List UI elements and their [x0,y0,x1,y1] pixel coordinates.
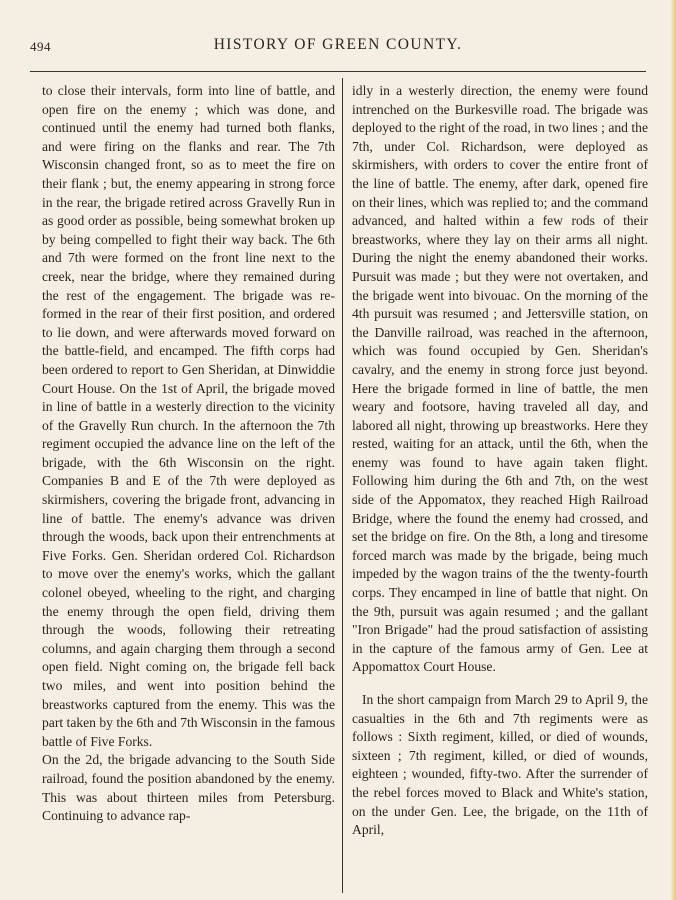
left-paragraph-2: On the 2d, the brigade advancing to the South Side railroad, found the position abandoned by the enemy. This was about thirteen miles from Petersburg. Continuing to advance rap- [42,752,335,824]
running-head: HISTORY OF GREEN COUNTY. [213,36,463,53]
right-paragraph-2: In the short campaign from March 29 to April 9, the casualties in the 6th and 7th regiments were as follows : Sixth regiment, killed, or died of wounds, sixteen ; 7th regiment, killed, or died of wounds, eighteen ; wounded, fifty-two. After the surrender of the rebel forces moved to Black and White's station, on the under Gen. Lee, the brigade, on the 11th of April, [352,692,648,838]
left-paragraph-1: to close their intervals, form into line of battle, and open fire on the enemy ; which was done, and continued until the enemy had turned both flanks, and were firing on the flanks and rear. The 7th Wisconsin changed front, so as to meet the fire on their flank ; but, the enemy appearing in strong force in the rear, the brigade retired across Gravelly Run in as good order as possible, being somewhat broken up by being compelled to fight their way back. The 6th and 7th were formed on the front line next to the creek, near the bridge, where they remained during the rest of the engagement. The brigade was re-formed in the rear of their first position, and ordered to lie down, and were afterwards moved forward on the battle-field, and encamped. The fifth corps had been ordered to report to Gen Sheridan, at Dinwiddie Court House. On the 1st of April, the brigade moved in line of battle in a westerly direction to the vicinity of the Gravelly Run church. In the afternoon the 7th regiment occupied the advance line on the left of the brigade, with the 6th Wisconsin on the right. Companies B and E of the 7th were deployed as skirmishers, covering the brigade front, advancing in line of battle. The enemy's advance was driven through the woods, back upon their entrenchments at Five Forks. Gen. Sheridan ordered Col. Richardson to move over the enemy's works, which the gallant colonel obeyed, wheeling to the right, and charging the enemy through the open field, driving them through the woods, following their retreating columns, and again charging them through a second open field. Night coming on, the brigade fell back two miles, and went into position behind the breastworks captured from the enemy. This was the part taken by the 6th and 7th Wisconsin in the famous battle of Five Forks. [42,83,335,749]
left-column [42,82,335,826]
right-column [352,82,648,840]
header-rule [30,71,646,72]
right-paragraph-1: idly in a westerly direction, the enemy were found intrenched on the Burkesville road. The brigade was deployed to the right of the road, in two lines ; and the 7th, under Col. Richardson, were deployed as skirmishers, with orders to cover the entire front of the line of battle. The enemy, after dark, opened fire on their lines, which was replied to; and the command advanced, and halted within a few rods of their breastworks, where they lay on their arms all night. During the night the enemy abandoned their works. Pursuit was made ; but they were not overtaken, and the brigade went into bivouac. On the morning of the 4th pursuit was resumed ; and Jettersville station, on the Danville railroad, was reached in the afternoon, which was found occupied by Gen. Sheridan's cavalry, and the enemy in strong force just beyond. Here the brigade formed in line of battle, the men weary and footsore, having traveled all day, and labored all night, throwing up breastworks. Here they rested, waiting for an attack, until the 6th, when the enemy was found to have again taken flight. Following him during the 6th and 7th, on the west side of the Appomatox, they reached High Railroad Bridge, where the found the enemy had crossed, and set the bridge on fire. On the 8th, a long and tiresome forced march was made by the brigade, being much impeded by the wagon trains of the the twenty-fourth corps. They encamped in line of battle that night. On the 9th, pursuit was again resumed ; and the gallant "Iron Brigade" had the proud satisfaction of assisting in the capture of the famous army of Gen. Lee at Appomattox Court House. [352,83,648,675]
page-header [30,33,646,61]
page-edge [670,0,676,900]
column-divider [342,78,343,893]
page-number: 494 [30,39,51,54]
